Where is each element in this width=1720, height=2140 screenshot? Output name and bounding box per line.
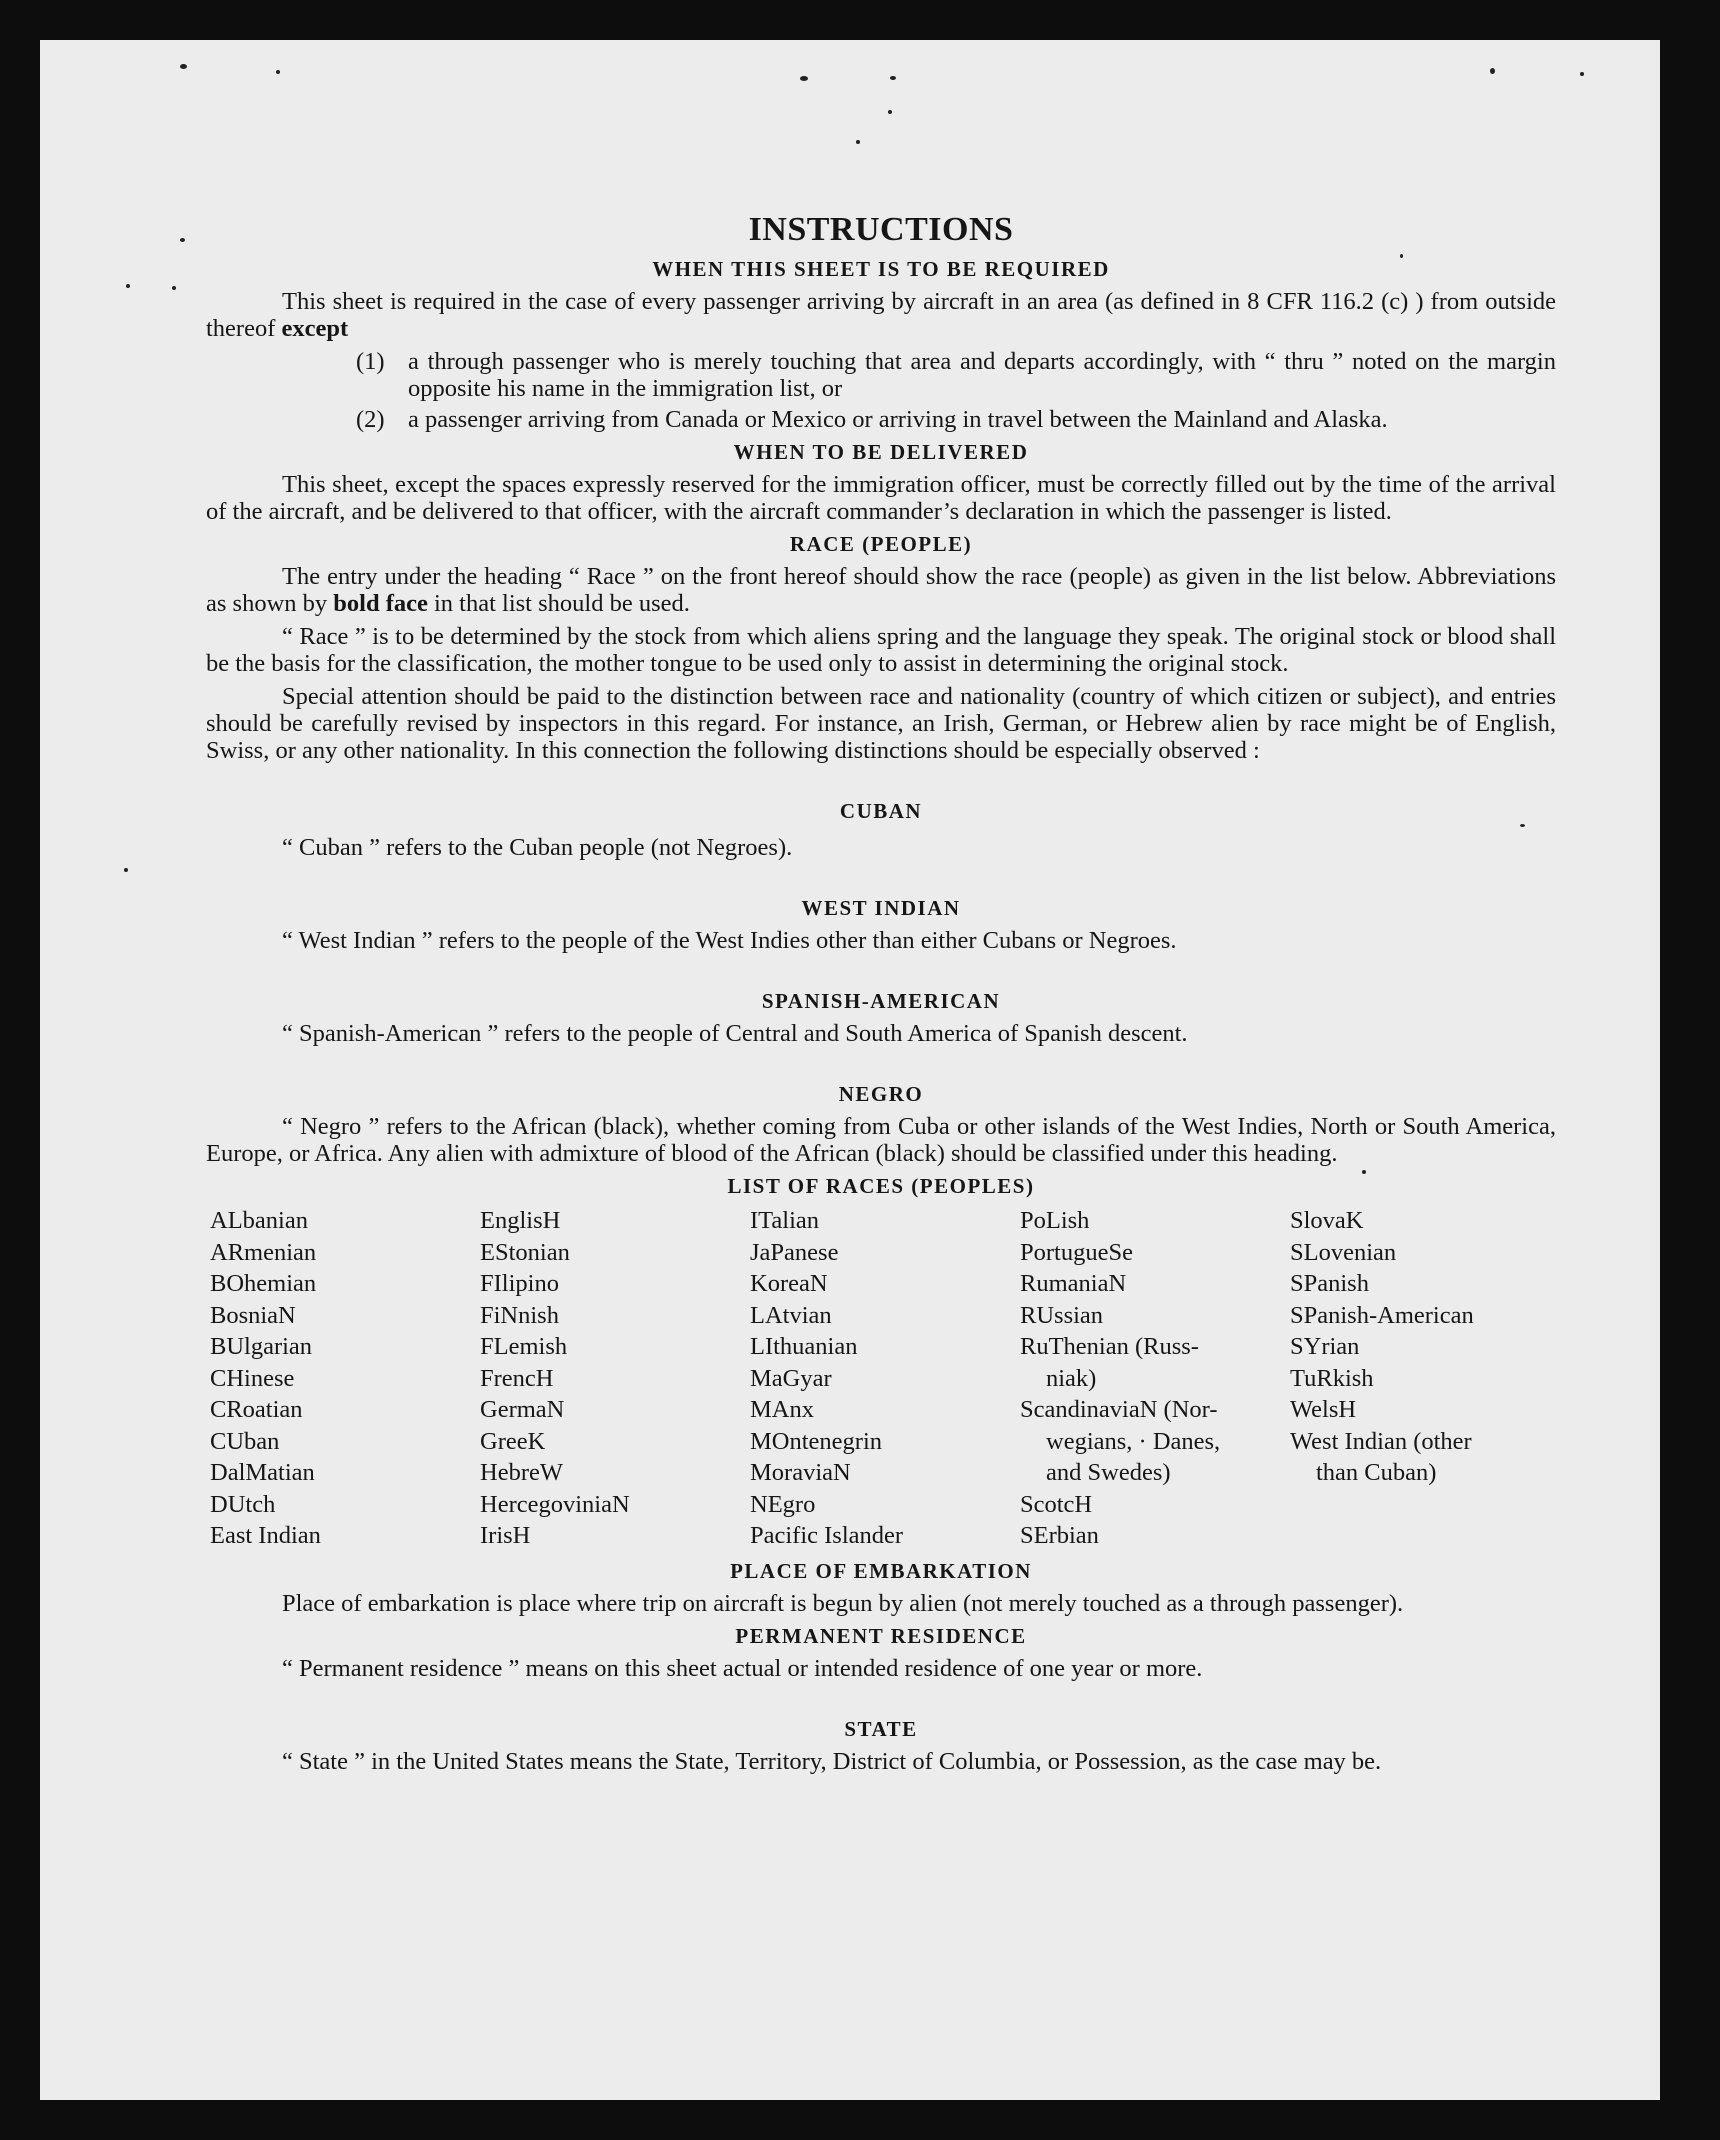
race-entry: MaGyar — [750, 1364, 832, 1392]
race-entry: DalMatian — [210, 1459, 315, 1486]
race-entry: ScotcH — [1020, 1490, 1093, 1518]
delivered-paragraph: This sheet, except the spaces expressly reserved for the immigration officer, must be correctly filled out by the time of the arrival of the aircraft, and be delivered to that officer, with the aircraft commander’s declaration in which the passenger is listed. — [206, 471, 1556, 525]
races-column — [1290, 1205, 1560, 1552]
negro-paragraph: “ Negro ” refers to the African (black), whether coming from Cuba or other islands of the West Indies, North or South America, Europe, or Africa. Any alien with admixture of blood of the African (black) should be classified under this heading. — [206, 1113, 1556, 1167]
required-paragraph — [206, 288, 1556, 342]
exception-text: a through passenger who is merely touching that area and departs accordingly, with “ thru ” noted on the margin opposite his name in the immigration list, or — [408, 348, 1556, 402]
race-bold-face: bold face — [333, 590, 428, 617]
scan-speck — [888, 110, 892, 114]
race-entry: FIlipino — [480, 1270, 559, 1297]
scan-speck — [1580, 72, 1584, 76]
instructions-body — [206, 210, 1556, 1781]
race-entry: East Indian — [210, 1522, 321, 1549]
heading-when-delivered: WHEN TO BE DELIVERED — [733, 440, 1029, 464]
races-list — [210, 1205, 1556, 1552]
race-entry: EnglisH — [480, 1207, 561, 1234]
heading-permanent-residence: PERMANENT RESIDENCE — [735, 1623, 1027, 1648]
race-entry: CUban — [210, 1427, 280, 1455]
race-entry: MAnx — [750, 1396, 814, 1423]
scan-speck — [172, 286, 176, 290]
heading-state: STATE — [844, 1716, 918, 1741]
heading-negro: NEGRO — [838, 1082, 924, 1106]
race-paragraph-3: Special attention should be paid to the distinction between race and nationality (country of which citizen or subject), and entries should be carefully revised by inspectors in this regard. For instance, an Irish, German, or Hebrew alien by race might be of English, Swiss, or any other nationality. In this connection the following distinctions should be especially observed : — [206, 683, 1556, 764]
race-paragraph-1 — [206, 563, 1556, 617]
heading-list-of-races: LIST OF RACES (PEOPLES) — [727, 1174, 1035, 1198]
heading-spanish-american: SPANISH-AMERICAN — [761, 989, 1001, 1013]
race-entry: RuThenian (Russ- — [1020, 1333, 1199, 1360]
spanish-american-paragraph: “ Spanish-American ” refers to the people of Central and South America of Spanish descent. — [282, 1020, 1188, 1047]
race-entry: FiNnish — [480, 1301, 559, 1329]
race-entry: RumaniaN — [1020, 1270, 1127, 1297]
race-entry: FLemish — [480, 1333, 568, 1360]
race-entry: HercegoviniaN — [480, 1490, 630, 1518]
document-page — [40, 40, 1660, 2100]
race-entry: BosniaN — [210, 1301, 296, 1329]
state-paragraph: “ State ” in the United States means the State, Territory, District of Columbia, or Possession, as the case may be. — [282, 1747, 1382, 1775]
races-column — [480, 1205, 750, 1552]
race-entry: RUssian — [1020, 1301, 1104, 1329]
scan-speck — [1490, 68, 1495, 74]
race-entry: SPanish-American — [1290, 1301, 1474, 1329]
exception-number: (2) — [356, 406, 385, 433]
races-column — [750, 1205, 1020, 1552]
race-entry: SPanish — [1290, 1270, 1369, 1297]
race-entry: DUtch — [210, 1490, 276, 1518]
race-entry: than Cuban) — [1316, 1459, 1437, 1486]
exception-item — [356, 348, 1556, 402]
race-entry: MoraviaN — [750, 1459, 851, 1486]
scan-speck — [124, 868, 128, 872]
race-entry: SYrian — [1290, 1333, 1360, 1360]
embarkation-paragraph: Place of embarkation is place where trip on aircraft is begun by alien (not merely touched as a through passenger). — [282, 1589, 1404, 1617]
race-entry: GreeK — [480, 1427, 546, 1455]
scan-speck — [856, 140, 860, 144]
race-entry: BUlgarian — [210, 1333, 313, 1360]
race-text: The entry under the heading “ Race ” on the front hereof should show the race (people) as given in the list below. Abbreviations as shown by — [206, 563, 1556, 617]
required-except: except — [281, 315, 349, 342]
race-entry: West Indian (other — [1290, 1427, 1472, 1455]
race-entry: ScandinaviaN (Nor- — [1020, 1396, 1218, 1423]
scan-speck — [180, 64, 187, 69]
race-entry: SLovenian — [1290, 1238, 1397, 1266]
race-entry: and Swedes) — [1046, 1459, 1171, 1486]
race-entry: TuRkish — [1290, 1364, 1374, 1392]
race-entry: JaPanese — [750, 1238, 839, 1266]
residence-paragraph: “ Permanent residence ” means on this sheet actual or intended residence of one year or more. — [282, 1654, 1203, 1682]
race-entry: EStonian — [480, 1238, 570, 1266]
race-entry: Pacific Islander — [750, 1522, 904, 1549]
race-entry: HebreW — [480, 1459, 563, 1486]
race-entry: KoreaN — [750, 1270, 828, 1297]
cuban-paragraph: “ Cuban ” refers to the Cuban people (not Negroes). — [282, 834, 793, 861]
race-entry: PoLish — [1020, 1207, 1090, 1234]
race-entry: CRoatian — [210, 1396, 303, 1423]
heading-embarkation: PLACE OF EMBARKATION — [730, 1558, 1032, 1583]
heading-cuban: CUBAN — [839, 799, 923, 823]
race-entry: NEgro — [750, 1490, 816, 1518]
race-entry: BOhemian — [210, 1270, 317, 1297]
race-entry: IrisH — [480, 1522, 531, 1549]
race-text: in that list should be used. — [427, 590, 690, 617]
exception-text: a passenger arriving from Canada or Mexico or arriving in travel between the Mainland and Alaska. — [408, 406, 1388, 433]
race-entry: LIthuanian — [750, 1333, 858, 1360]
scan-speck — [890, 76, 896, 80]
required-text: This sheet is required in the case of every passenger arriving by aircraft in an area (as defined in 8 CFR 116.2 (c) ) from outside thereof — [206, 288, 1556, 342]
races-column — [1020, 1205, 1290, 1552]
race-entry: SErbian — [1020, 1522, 1099, 1549]
race-entry: MOntenegrin — [750, 1427, 882, 1455]
race-entry: ALbanian — [210, 1207, 308, 1234]
race-entry: SlovaK — [1290, 1207, 1364, 1234]
race-entry: PortugueSe — [1020, 1238, 1133, 1266]
race-entry: CHinese — [210, 1364, 295, 1392]
exception-item — [356, 406, 1556, 433]
race-entry: niak) — [1046, 1364, 1097, 1392]
races-column — [210, 1205, 480, 1552]
scan-speck — [800, 76, 808, 81]
race-entry: ITalian — [750, 1207, 820, 1234]
race-entry: LAtvian — [750, 1301, 832, 1329]
race-paragraph-2: “ Race ” is to be determined by the stock from which aliens spring and the language they speak. The original stock or blood shall be the basis for the classification, the mother tongue to be used only to assist in determining the original stock. — [206, 623, 1556, 677]
scan-speck — [276, 70, 280, 74]
scan-speck — [180, 238, 185, 242]
page-title: INSTRUCTIONS — [748, 211, 1014, 248]
scan-speck — [126, 284, 130, 288]
exception-number: (1) — [356, 348, 385, 375]
heading-race: RACE (PEOPLE) — [789, 532, 973, 556]
race-entry: ARmenian — [210, 1238, 317, 1266]
race-entry: FrencH — [480, 1364, 554, 1392]
heading-west-indian: WEST INDIAN — [801, 896, 961, 920]
race-entry: WelsH — [1290, 1396, 1357, 1423]
race-entry: GermaN — [480, 1396, 565, 1423]
heading-when-required: WHEN THIS SHEET IS TO BE REQUIRED — [652, 257, 1110, 281]
west-indian-paragraph: “ West Indian ” refers to the people of the West Indies other than either Cubans or Negroes. — [282, 927, 1177, 954]
race-entry: wegians, · Danes, — [1046, 1427, 1221, 1455]
